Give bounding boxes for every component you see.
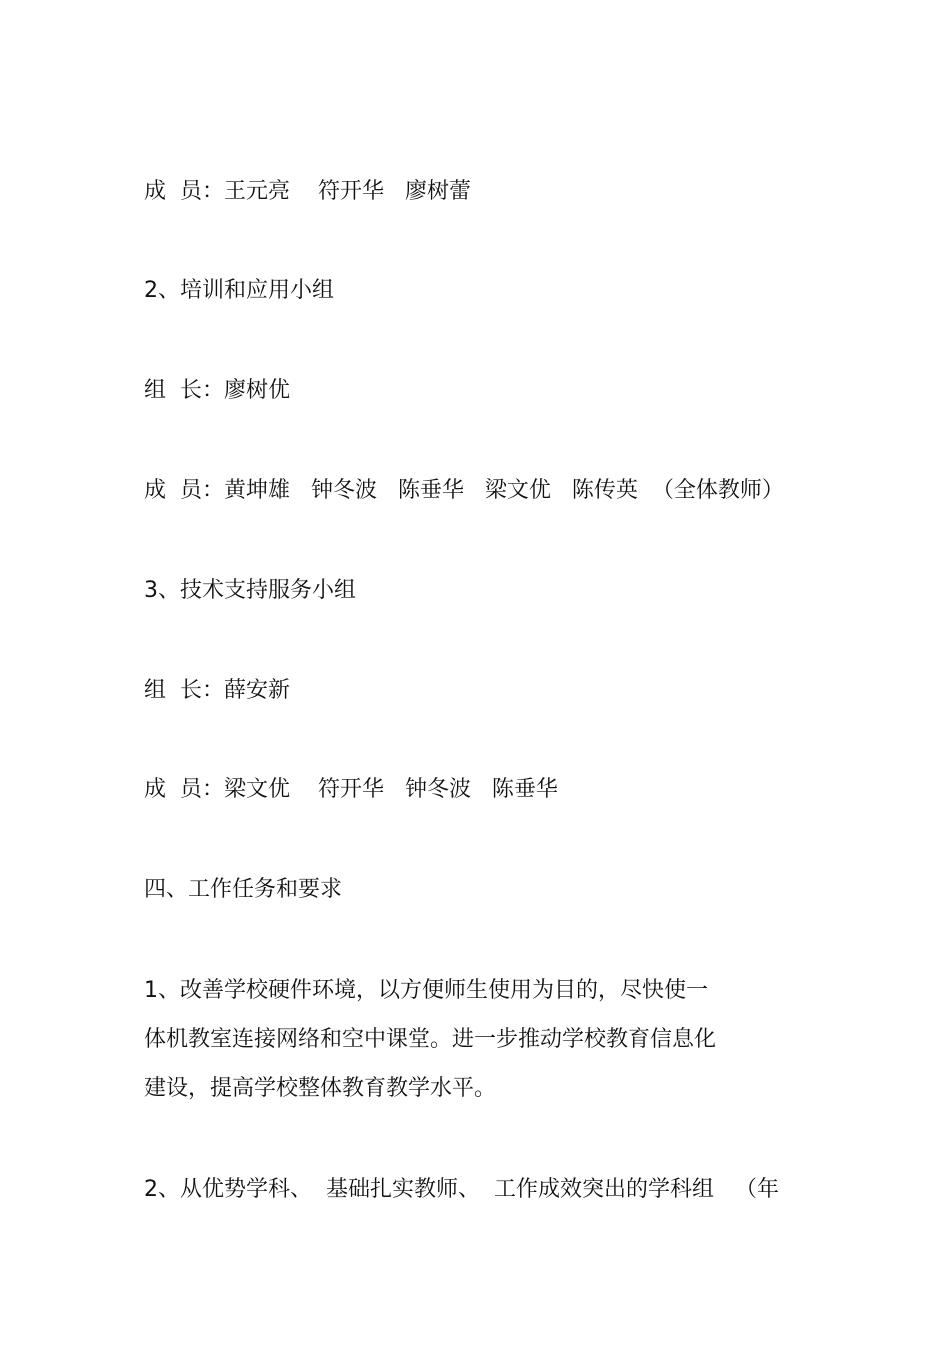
paragraph-1-line-3: 建设，提高学校整体教育教学水平。 bbox=[144, 1076, 497, 1101]
leader-training-group: 组 长：廖树优 bbox=[144, 378, 290, 403]
section-tasks-requirements: 四、工作任务和要求 bbox=[144, 877, 343, 902]
members-training-group: 成 员：黄坤雄 钟冬波 陈垂华 梁文优 陈传英 （全体教师） bbox=[144, 478, 784, 503]
paragraph-1-line-1: 1、改善学校硬件环境，以方便师生使用为目的，尽快使一 bbox=[144, 978, 708, 1003]
members-group-1: 成 员：王元亮 符开华 廖树蕾 bbox=[144, 179, 471, 204]
members-tech-support-group: 成 员：梁文优 符开华 钟冬波 陈垂华 bbox=[144, 777, 558, 802]
paragraph-2-line-1: 2、从优势学科、 基础扎实教师、 工作成效突出的学科组 （年 bbox=[144, 1177, 779, 1202]
section-training-application-group: 2、培训和应用小组 bbox=[144, 278, 334, 303]
section-tech-support-group: 3、技术支持服务小组 bbox=[144, 578, 356, 603]
leader-tech-support-group: 组 长：薛安新 bbox=[144, 678, 290, 703]
paragraph-1-line-2: 体机教室连接网络和空中课堂。进一步推动学校教育信息化 bbox=[144, 1027, 717, 1052]
